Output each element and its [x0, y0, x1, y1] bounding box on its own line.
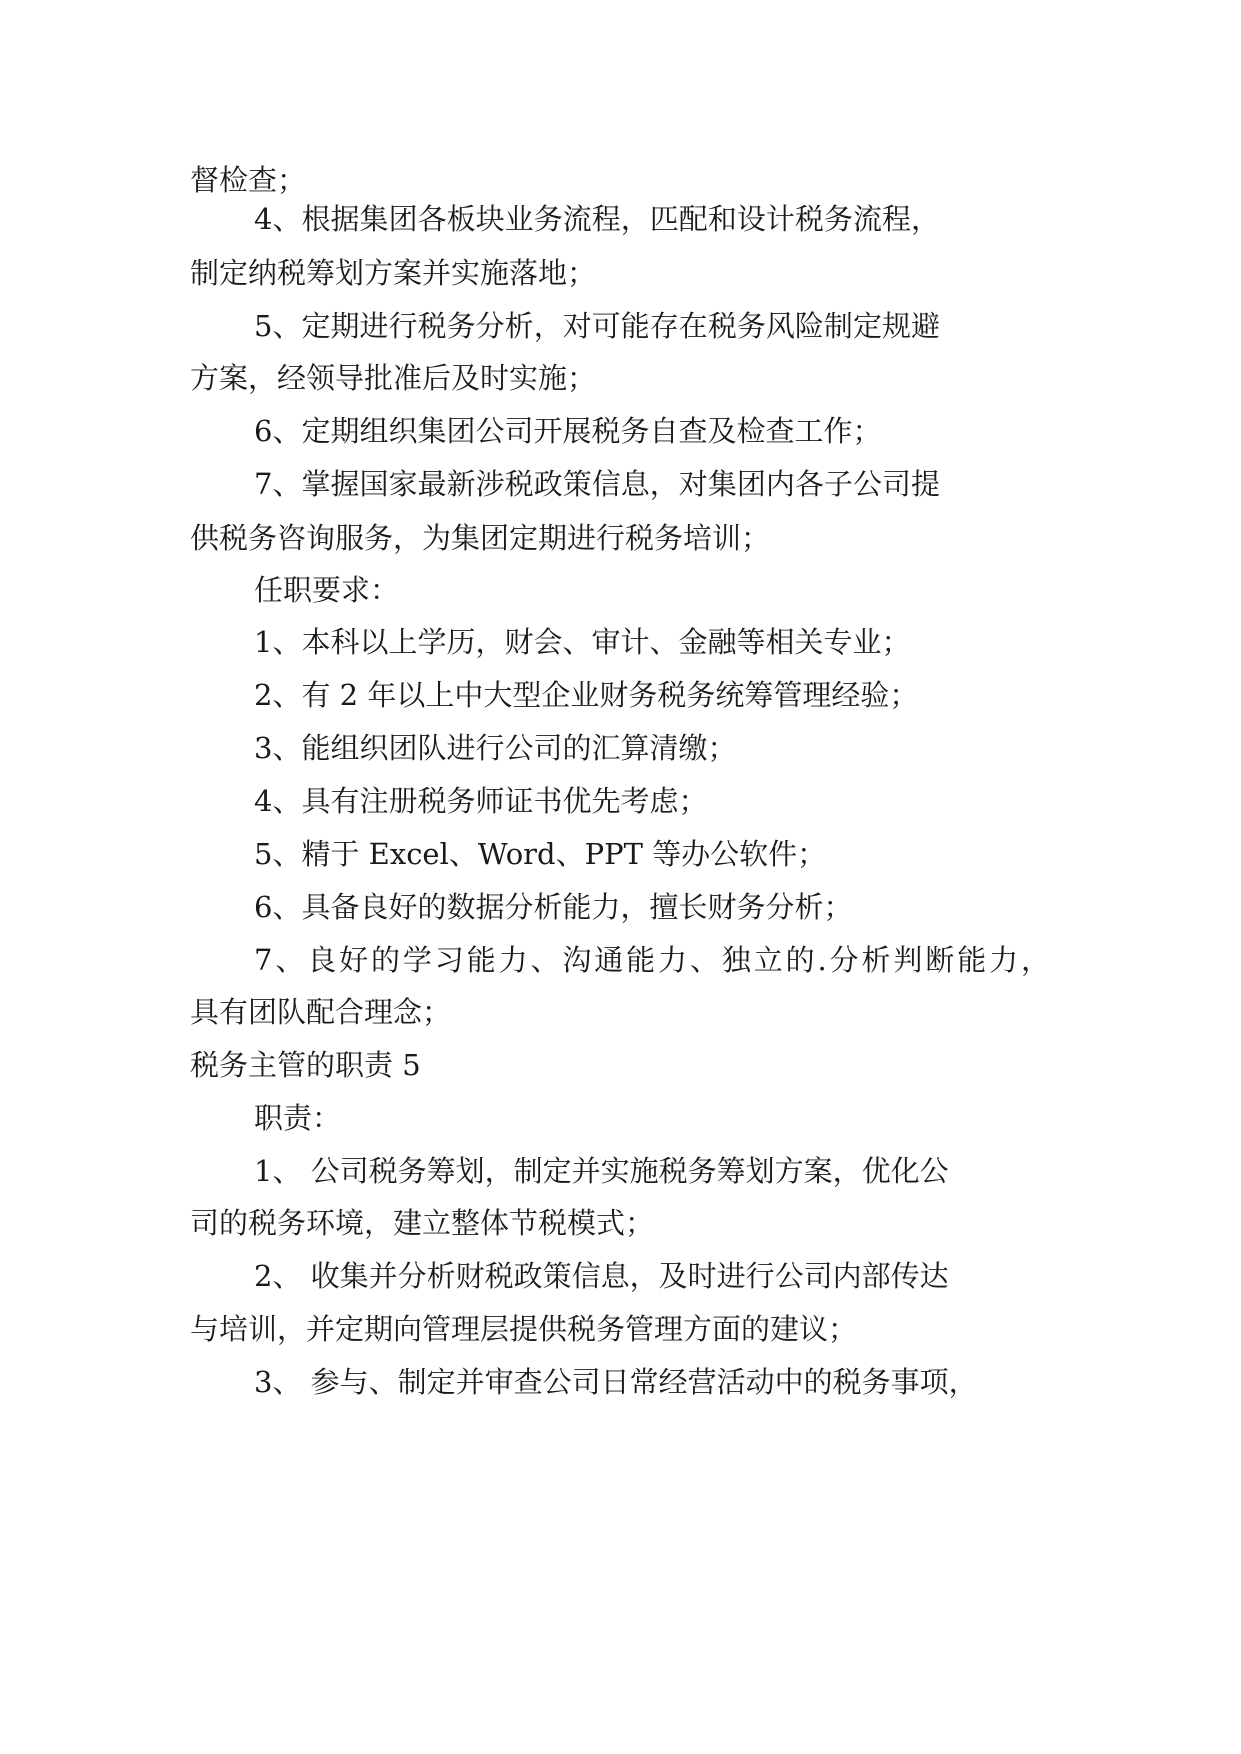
text-line-item: 6、具备良好的数据分析能力，擅长财务分析；	[254, 890, 853, 924]
text-line-continuation: 督检查；	[190, 163, 307, 197]
text-line-continuation: 制定纳税筹划方案并实施落地；	[190, 256, 597, 290]
text-line-item: 2、有 2 年以上中大型企业财务税务统筹管理经验；	[254, 678, 919, 712]
text-line-item: 1、 公司税务筹划，制定并实施税务筹划方案，优化公	[254, 1154, 949, 1188]
text-line-continuation: 与培训，并定期向管理层提供税务管理方面的建议；	[190, 1312, 858, 1346]
section-label: 职责：	[254, 1101, 342, 1135]
text-line-item: 4、具有注册税务师证书优先考虑；	[254, 784, 708, 818]
section-heading: 税务主管的职责 5	[190, 1048, 421, 1082]
text-line-item: 2、 收集并分析财税政策信息，及时进行公司内部传达	[254, 1259, 949, 1293]
text-line-continuation: 司的税务环境，建立整体节税模式；	[190, 1206, 655, 1240]
text-line-item: 1、本科以上学历，财会、审计、金融等相关专业；	[254, 625, 911, 659]
section-label: 任职要求：	[254, 573, 400, 607]
text-line-item: 3、 参与、制定并审查公司日常经营活动中的税务事项，	[254, 1365, 978, 1399]
text-line-item: 4、根据集团各板块业务流程，匹配和设计税务流程，	[254, 202, 940, 236]
text-line-item: 3、能组织团队进行公司的汇算清缴；	[254, 731, 737, 765]
text-line-item: 5、定期进行税务分析，对可能存在税务风险制定规避	[254, 309, 940, 343]
text-line-item: 7、良好的学习能力、沟通能力、独立的.分析判断能力，	[254, 943, 1050, 977]
text-line-continuation: 供税务咨询服务，为集团定期进行税务培训；	[190, 521, 771, 555]
text-line-item: 6、定期组织集团公司开展税务自查及检查工作；	[254, 414, 882, 448]
text-line-continuation: 方案，经领导批准后及时实施；	[190, 361, 597, 395]
text-line-item: 7、掌握国家最新涉税政策信息，对集团内各子公司提	[254, 467, 940, 501]
text-line-continuation: 具有团队配合理念；	[190, 995, 452, 1029]
text-line-item: 5、精于 Excel、Word、PPT 等办公软件；	[254, 837, 827, 871]
